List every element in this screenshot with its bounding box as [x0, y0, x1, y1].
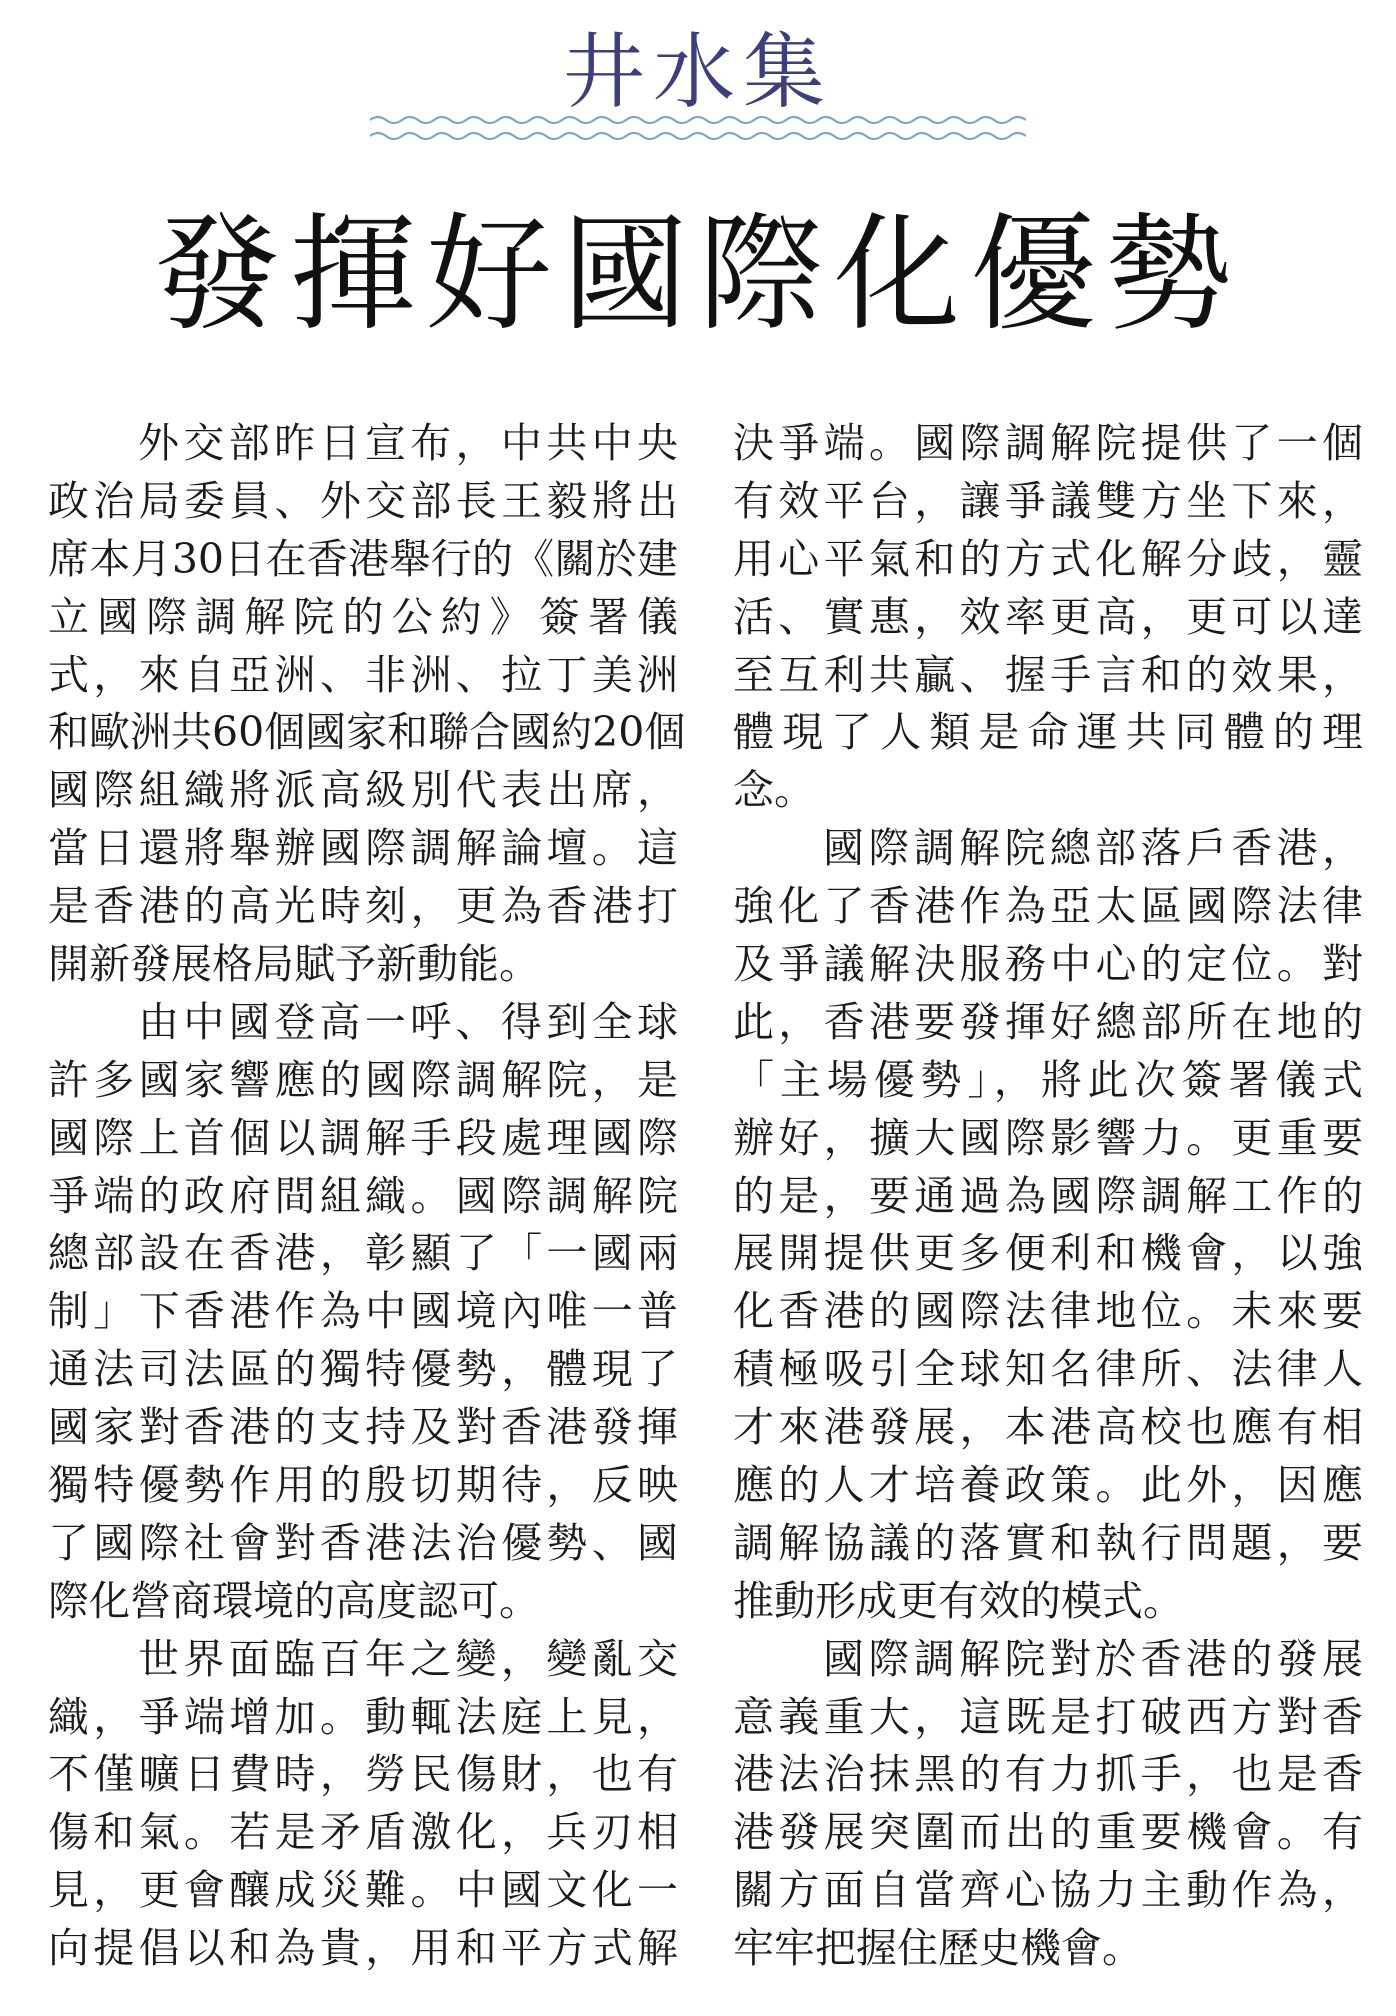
- text-line: 開新發展格局賦予新動能。: [48, 940, 540, 989]
- text-line: 由中國登高一呼、得到全球: [138, 997, 678, 1046]
- headline: 發揮好國際化優勢: [154, 201, 1242, 348]
- text-line: 總部設在香港，彰顯了「一國兩: [48, 1229, 678, 1278]
- text-line: 國際組織將派高級別代表出席，: [48, 766, 678, 815]
- text-line: 關方面自當齊心協力主動作為，: [733, 1866, 1363, 1915]
- text-line: 積極吸引全球知名律所、法律人: [733, 1345, 1363, 1394]
- text-line: 不僅曠日費時，勞民傷財，也有: [48, 1750, 678, 1799]
- text-line: 通法司法區的獨特優勢，體現了: [48, 1345, 678, 1394]
- text-line: 際化營商環境的高度認可。: [48, 1576, 540, 1625]
- text-line: 了國際社會對香港法治優勢、國: [48, 1518, 678, 1567]
- text-line: 調解協議的落實和執行問題，要: [733, 1518, 1363, 1567]
- text-line: 的是，要通過為國際調解工作的: [733, 1171, 1363, 1220]
- text-line: 至互利共贏、握手言和的效果，: [733, 650, 1363, 699]
- text-line: 港發展突圍而出的重要機會。有: [733, 1808, 1363, 1857]
- text-line: 活、實惠，效率更高，更可以達: [733, 592, 1363, 641]
- text-line: 辦好，擴大國際影響力。更重要: [733, 1113, 1363, 1162]
- text-line: 國際調解院對於香港的發展: [823, 1634, 1363, 1683]
- text-line: 式，來自亞洲、非洲、拉丁美洲: [48, 650, 678, 699]
- text-line: 立國際調解院的公約》簽署儀: [48, 592, 678, 641]
- text-line: 傷和氣。若是矛盾激化，兵刃相: [48, 1808, 678, 1857]
- text-line: 外交部昨日宣布，中共中央: [138, 419, 678, 467]
- text-line: 才來港發展，本港高校也應有相: [733, 1403, 1363, 1452]
- text-line: 牢牢把握住歷史機會。: [733, 1924, 1143, 1973]
- text-line: 和歐洲共60個國家和聯合國約20個: [48, 708, 686, 757]
- text-line: 強化了香港作為亞太區國際法律: [733, 882, 1363, 931]
- text-line: 是香港的高光時刻，更為香港打: [48, 882, 678, 931]
- text-line: 向提倡以和為貴，用和平方式解: [48, 1924, 678, 1973]
- wave-line-bottom: [370, 133, 1026, 139]
- text-line: 爭端的政府間組織。國際調解院: [48, 1171, 678, 1220]
- wave-ornament: [370, 110, 1026, 150]
- column-name: 井水集: [562, 25, 833, 120]
- text-line: 此，香港要發揮好總部所在地的: [733, 997, 1363, 1046]
- article-column-left: [48, 415, 686, 1978]
- text-line: 獨特優勢作用的殷切期待，反映: [48, 1461, 678, 1510]
- text-line: 體現了人類是命運共同體的理: [733, 708, 1363, 757]
- article-column-right: [733, 415, 1363, 1978]
- text-line: 見，更會釀成災難。中國文化一: [48, 1866, 678, 1915]
- text-line: 推動形成更有效的模式。: [733, 1576, 1184, 1625]
- text-line: 用心平氣和的方式化解分歧，靈: [733, 534, 1363, 583]
- wave-line-top: [370, 117, 1026, 123]
- text-line: 港法治抹黑的有力抓手，也是香: [733, 1750, 1363, 1799]
- text-line: 世界面臨百年之變，變亂交: [138, 1634, 678, 1683]
- text-line: 國家對香港的支持及對香港發揮: [48, 1403, 678, 1452]
- text-line: 國際調解院總部落戶香港，: [823, 824, 1363, 873]
- text-line: 應的人才培養政策。此外，因應: [733, 1461, 1363, 1510]
- text-line: 當日還將舉辦國際調解論壇。這: [48, 824, 678, 873]
- text-line: 有效平台，讓爭議雙方坐下來，: [733, 476, 1363, 525]
- text-line: 化香港的國際法律地位。未來要: [733, 1287, 1363, 1336]
- text-line: 政治局委員、外交部長王毅將出: [48, 476, 678, 525]
- text-line: 及爭議解決服務中心的定位。對: [733, 940, 1363, 989]
- text-line: 「主場優勢」，將此次簽署儀式: [733, 1055, 1363, 1104]
- text-line: 許多國家響應的國際調解院，是: [48, 1055, 678, 1104]
- text-line: 國際上首個以調解手段處理國際: [48, 1113, 678, 1162]
- text-line: 織，爭端增加。動輒法庭上見，: [48, 1692, 678, 1741]
- text-line: 展開提供更多便利和機會，以強: [733, 1229, 1363, 1278]
- text-line: 念。: [733, 766, 815, 815]
- text-line: 意義重大，這既是打破西方對香: [733, 1692, 1363, 1741]
- text-line: 決爭端。國際調解院提供了一個: [733, 419, 1363, 467]
- text-line: 制」下香港作為中國境內唯一普: [48, 1287, 678, 1336]
- text-line: 席本月30日在香港舉行的《關於建: [48, 534, 678, 583]
